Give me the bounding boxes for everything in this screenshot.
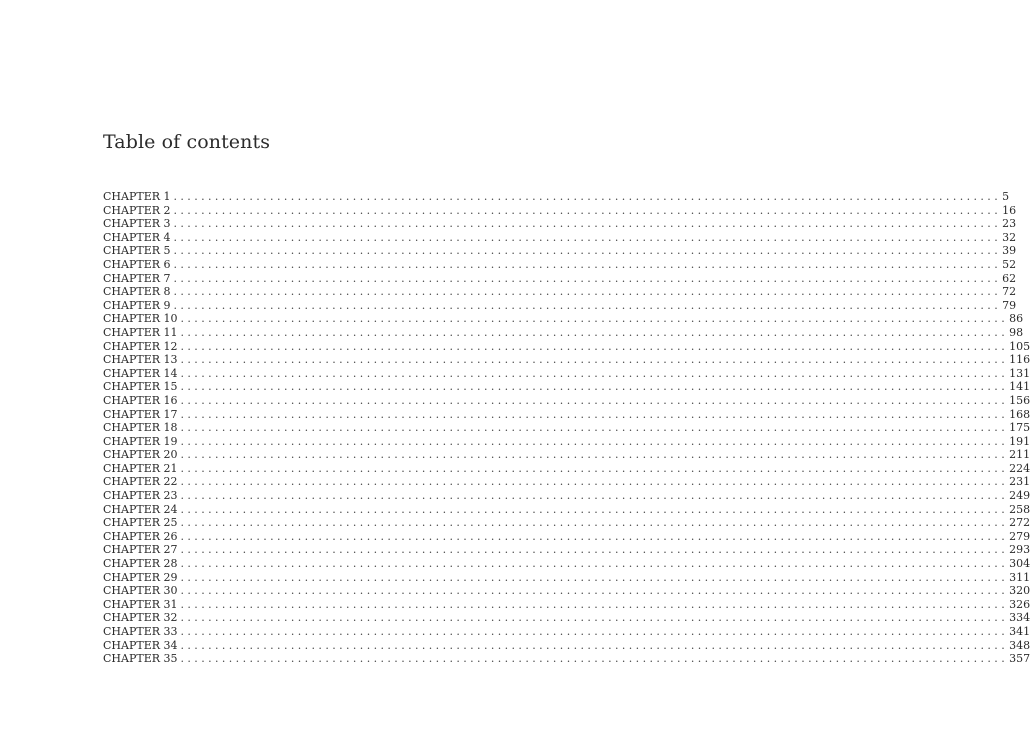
toc-heading: Table of contents xyxy=(103,131,271,153)
toc-entry-title: CHAPTER 20 xyxy=(103,448,178,462)
toc-entry-page-number: 191 xyxy=(1009,434,1030,448)
toc-entry-leader: ........................................................................................................................ xyxy=(180,625,1009,638)
toc-entry[interactable] xyxy=(103,557,1030,571)
toc-entry-title: CHAPTER 23 xyxy=(103,489,178,503)
toc-entry-title: CHAPTER 21 xyxy=(103,461,178,475)
toc-entry-page-number: 334 xyxy=(1009,611,1030,625)
toc-entry-title: CHAPTER 6 xyxy=(103,257,171,271)
toc-entry-title: CHAPTER 30 xyxy=(103,584,178,598)
toc-entry-leader: ........................................................................................................................ xyxy=(180,529,1009,543)
toc-entry[interactable] xyxy=(103,611,1030,625)
toc-entry-title: CHAPTER 28 xyxy=(103,557,178,571)
toc-entry-leader: ........................................................................................................................ xyxy=(180,393,1009,407)
toc-entry[interactable] xyxy=(103,475,1030,489)
toc-entry-leader: ........................................................................................................................ xyxy=(173,285,1002,299)
toc-entry-title: CHAPTER 1 xyxy=(103,190,171,203)
toc-entry[interactable] xyxy=(103,434,1030,449)
toc-entry-page-number: 249 xyxy=(1009,489,1030,503)
toc-entry-leader: ........................................................................................................................ xyxy=(180,638,1009,652)
toc-entry-title: CHAPTER 19 xyxy=(103,434,178,448)
toc-entry-title: CHAPTER 12 xyxy=(103,339,178,353)
toc-entry-leader: ........................................................................................................................ xyxy=(173,244,1002,258)
toc-entry-page-number: 52 xyxy=(1002,257,1017,271)
toc-entry-leader: ........................................................................................................................ xyxy=(180,611,1009,625)
toc-entry-leader: ........................................................................................................................ xyxy=(180,543,1009,557)
toc-entry-leader: ........................................................................................................................ xyxy=(173,230,1002,244)
toc-entry[interactable] xyxy=(103,652,1030,666)
toc-entry[interactable] xyxy=(103,217,1017,231)
toc-entry-title: CHAPTER 4 xyxy=(103,230,171,244)
toc-entry[interactable] xyxy=(103,257,1017,272)
toc-entry-page-number: 224 xyxy=(1009,461,1030,475)
toc-entry-page-number: 62 xyxy=(1002,271,1017,285)
toc-entry-title: CHAPTER 7 xyxy=(103,271,171,285)
toc-entry[interactable] xyxy=(103,461,1030,476)
toc-entry[interactable] xyxy=(103,489,1030,503)
toc-entry-page-number: 156 xyxy=(1009,393,1030,407)
toc-entry-title: CHAPTER 29 xyxy=(103,570,178,584)
toc-entry-title: CHAPTER 14 xyxy=(103,366,178,380)
toc-entry-page-number: 304 xyxy=(1009,557,1030,571)
toc-entry-title: CHAPTER 25 xyxy=(103,516,178,530)
toc-entry-page-number: 320 xyxy=(1009,584,1030,598)
toc-entry-page-number: 16 xyxy=(1002,203,1017,217)
toc-entry[interactable] xyxy=(103,339,1030,354)
toc-entry-page-number: 32 xyxy=(1002,230,1017,244)
toc-entry-leader: ........................................................................................................................ xyxy=(180,366,1009,380)
toc-entry-page-number: 311 xyxy=(1009,570,1030,584)
toc-entry-title: CHAPTER 5 xyxy=(103,244,171,258)
toc-entry-page-number: 168 xyxy=(1009,407,1030,421)
toc-entry[interactable] xyxy=(103,516,1030,530)
toc-entry[interactable] xyxy=(103,353,1030,367)
toc-entry-page-number: 116 xyxy=(1009,353,1030,367)
toc-entry-leader: ........................................................................................................................ xyxy=(180,502,1009,516)
toc-entry-title: CHAPTER 33 xyxy=(103,625,178,638)
toc-entry[interactable] xyxy=(103,625,1030,639)
toc-entry-page-number: 326 xyxy=(1009,597,1030,611)
toc-entry-leader: ........................................................................................................................ xyxy=(173,298,1002,312)
toc-entry-title: CHAPTER 22 xyxy=(103,475,178,489)
toc-entry-page-number: 131 xyxy=(1009,366,1030,380)
toc-entry[interactable] xyxy=(103,638,1030,653)
toc-entry-page-number: 39 xyxy=(1002,244,1017,258)
toc-entry-title: CHAPTER 2 xyxy=(103,203,171,217)
toc-entry[interactable] xyxy=(103,407,1030,422)
toc-entry-title: CHAPTER 10 xyxy=(103,312,178,326)
toc-entry-leader: ........................................................................................................................ xyxy=(180,652,1009,666)
toc-entry[interactable] xyxy=(103,380,1030,394)
toc-entry-page-number: 86 xyxy=(1009,312,1024,326)
toc-entry[interactable] xyxy=(103,366,1030,381)
toc-entry-title: CHAPTER 18 xyxy=(103,421,178,435)
toc-entry-leader: ........................................................................................................................ xyxy=(180,380,1009,394)
toc-entry-leader: ........................................................................................................................ xyxy=(180,461,1009,475)
toc-entry-leader: ........................................................................................................................ xyxy=(173,203,1002,217)
toc-entry-leader: ........................................................................................................................ xyxy=(180,434,1009,448)
toc-entry-title: CHAPTER 3 xyxy=(103,217,171,231)
toc-entry-page-number: 293 xyxy=(1009,543,1030,557)
toc-entry-title: CHAPTER 32 xyxy=(103,611,178,625)
toc-entry-leader: ........................................................................................................................ xyxy=(180,516,1009,530)
toc-entry-title: CHAPTER 31 xyxy=(103,597,178,611)
toc-entry-leader: ........................................................................................................................ xyxy=(180,557,1009,571)
toc-entry[interactable] xyxy=(103,298,1017,313)
toc-entry-page-number: 105 xyxy=(1009,339,1030,353)
toc-entry[interactable] xyxy=(103,502,1030,517)
toc-entry-leader: ........................................................................................................................ xyxy=(180,421,1009,435)
toc-entry-title: CHAPTER 17 xyxy=(103,407,178,421)
toc-entry-page-number: 272 xyxy=(1009,516,1030,530)
toc-entry-title: CHAPTER 8 xyxy=(103,285,171,299)
toc-entry[interactable] xyxy=(103,230,1017,245)
toc-entry[interactable] xyxy=(103,421,1030,435)
toc-entry-title: CHAPTER 9 xyxy=(103,298,171,312)
toc-entry[interactable] xyxy=(103,285,1017,299)
toc-entry-leader: ........................................................................................................................ xyxy=(180,325,1009,339)
toc-entry-page-number: 98 xyxy=(1009,325,1024,339)
toc-entry-leader: ........................................................................................................................ xyxy=(180,489,1009,503)
toc-entry[interactable] xyxy=(103,529,1030,544)
toc-entry[interactable] xyxy=(103,448,1030,462)
toc-entry[interactable] xyxy=(103,244,1017,258)
toc-entry[interactable] xyxy=(103,584,1030,598)
toc-entry-leader: ........................................................................................................................ xyxy=(180,570,1009,584)
toc-entry[interactable] xyxy=(103,271,1017,286)
toc-entry[interactable] xyxy=(103,543,1030,557)
toc-entry-page-number: 175 xyxy=(1009,421,1030,435)
toc-entry-leader: ........................................................................................................................ xyxy=(180,312,1009,326)
toc-entry-leader: ........................................................................................................................ xyxy=(173,217,1002,231)
toc-entry-title: CHAPTER 27 xyxy=(103,543,178,557)
toc-entry-page-number: 231 xyxy=(1009,475,1030,489)
toc-entry[interactable] xyxy=(103,393,1030,408)
toc-entry-leader: ........................................................................................................................ xyxy=(180,475,1009,489)
toc-entry[interactable] xyxy=(103,190,1010,204)
toc-entry-page-number: 211 xyxy=(1009,448,1030,462)
toc-entry-page-number: 357 xyxy=(1009,652,1030,666)
toc-entry[interactable] xyxy=(103,325,1024,340)
toc-entry-leader: ........................................................................................................................ xyxy=(180,584,1009,598)
toc-entry[interactable] xyxy=(103,597,1030,612)
toc-entry-page-number: 279 xyxy=(1009,529,1030,543)
toc-entry-title: CHAPTER 11 xyxy=(103,325,178,339)
toc-entry-page-number: 341 xyxy=(1009,625,1030,638)
toc-entry[interactable] xyxy=(103,570,1030,585)
toc-entry-leader: ........................................................................................................................ xyxy=(180,353,1009,367)
toc-entry-leader: ........................................................................................................................ xyxy=(173,190,1002,203)
toc-entry-title: CHAPTER 34 xyxy=(103,638,178,652)
toc-entry-page-number: 23 xyxy=(1002,217,1017,231)
toc-entry[interactable] xyxy=(103,203,1017,218)
toc-entry-page-number: 258 xyxy=(1009,502,1030,516)
toc-entry-leader: ........................................................................................................................ xyxy=(180,448,1009,462)
toc-entry-page-number: 5 xyxy=(1002,190,1010,203)
toc-entry-title: CHAPTER 24 xyxy=(103,502,178,516)
toc-entry[interactable] xyxy=(103,312,1024,326)
toc-entry-leader: ........................................................................................................................ xyxy=(180,597,1009,611)
toc-entry-title: CHAPTER 15 xyxy=(103,380,178,394)
toc-entry-title: CHAPTER 26 xyxy=(103,529,178,543)
toc-entry-leader: ........................................................................................................................ xyxy=(173,271,1002,285)
toc-entry-leader: ........................................................................................................................ xyxy=(180,339,1009,353)
toc-entry-page-number: 348 xyxy=(1009,638,1030,652)
toc-entry-title: CHAPTER 35 xyxy=(103,652,178,666)
toc-entry-page-number: 79 xyxy=(1002,298,1017,312)
toc-entry-page-number: 141 xyxy=(1009,380,1030,394)
toc-list xyxy=(103,190,1030,666)
toc-entry-leader: ........................................................................................................................ xyxy=(173,257,1002,271)
toc-entry-page-number: 72 xyxy=(1002,285,1017,299)
toc-entry-title: CHAPTER 13 xyxy=(103,353,178,367)
toc-entry-leader: ........................................................................................................................ xyxy=(180,407,1009,421)
toc-entry-title: CHAPTER 16 xyxy=(103,393,178,407)
